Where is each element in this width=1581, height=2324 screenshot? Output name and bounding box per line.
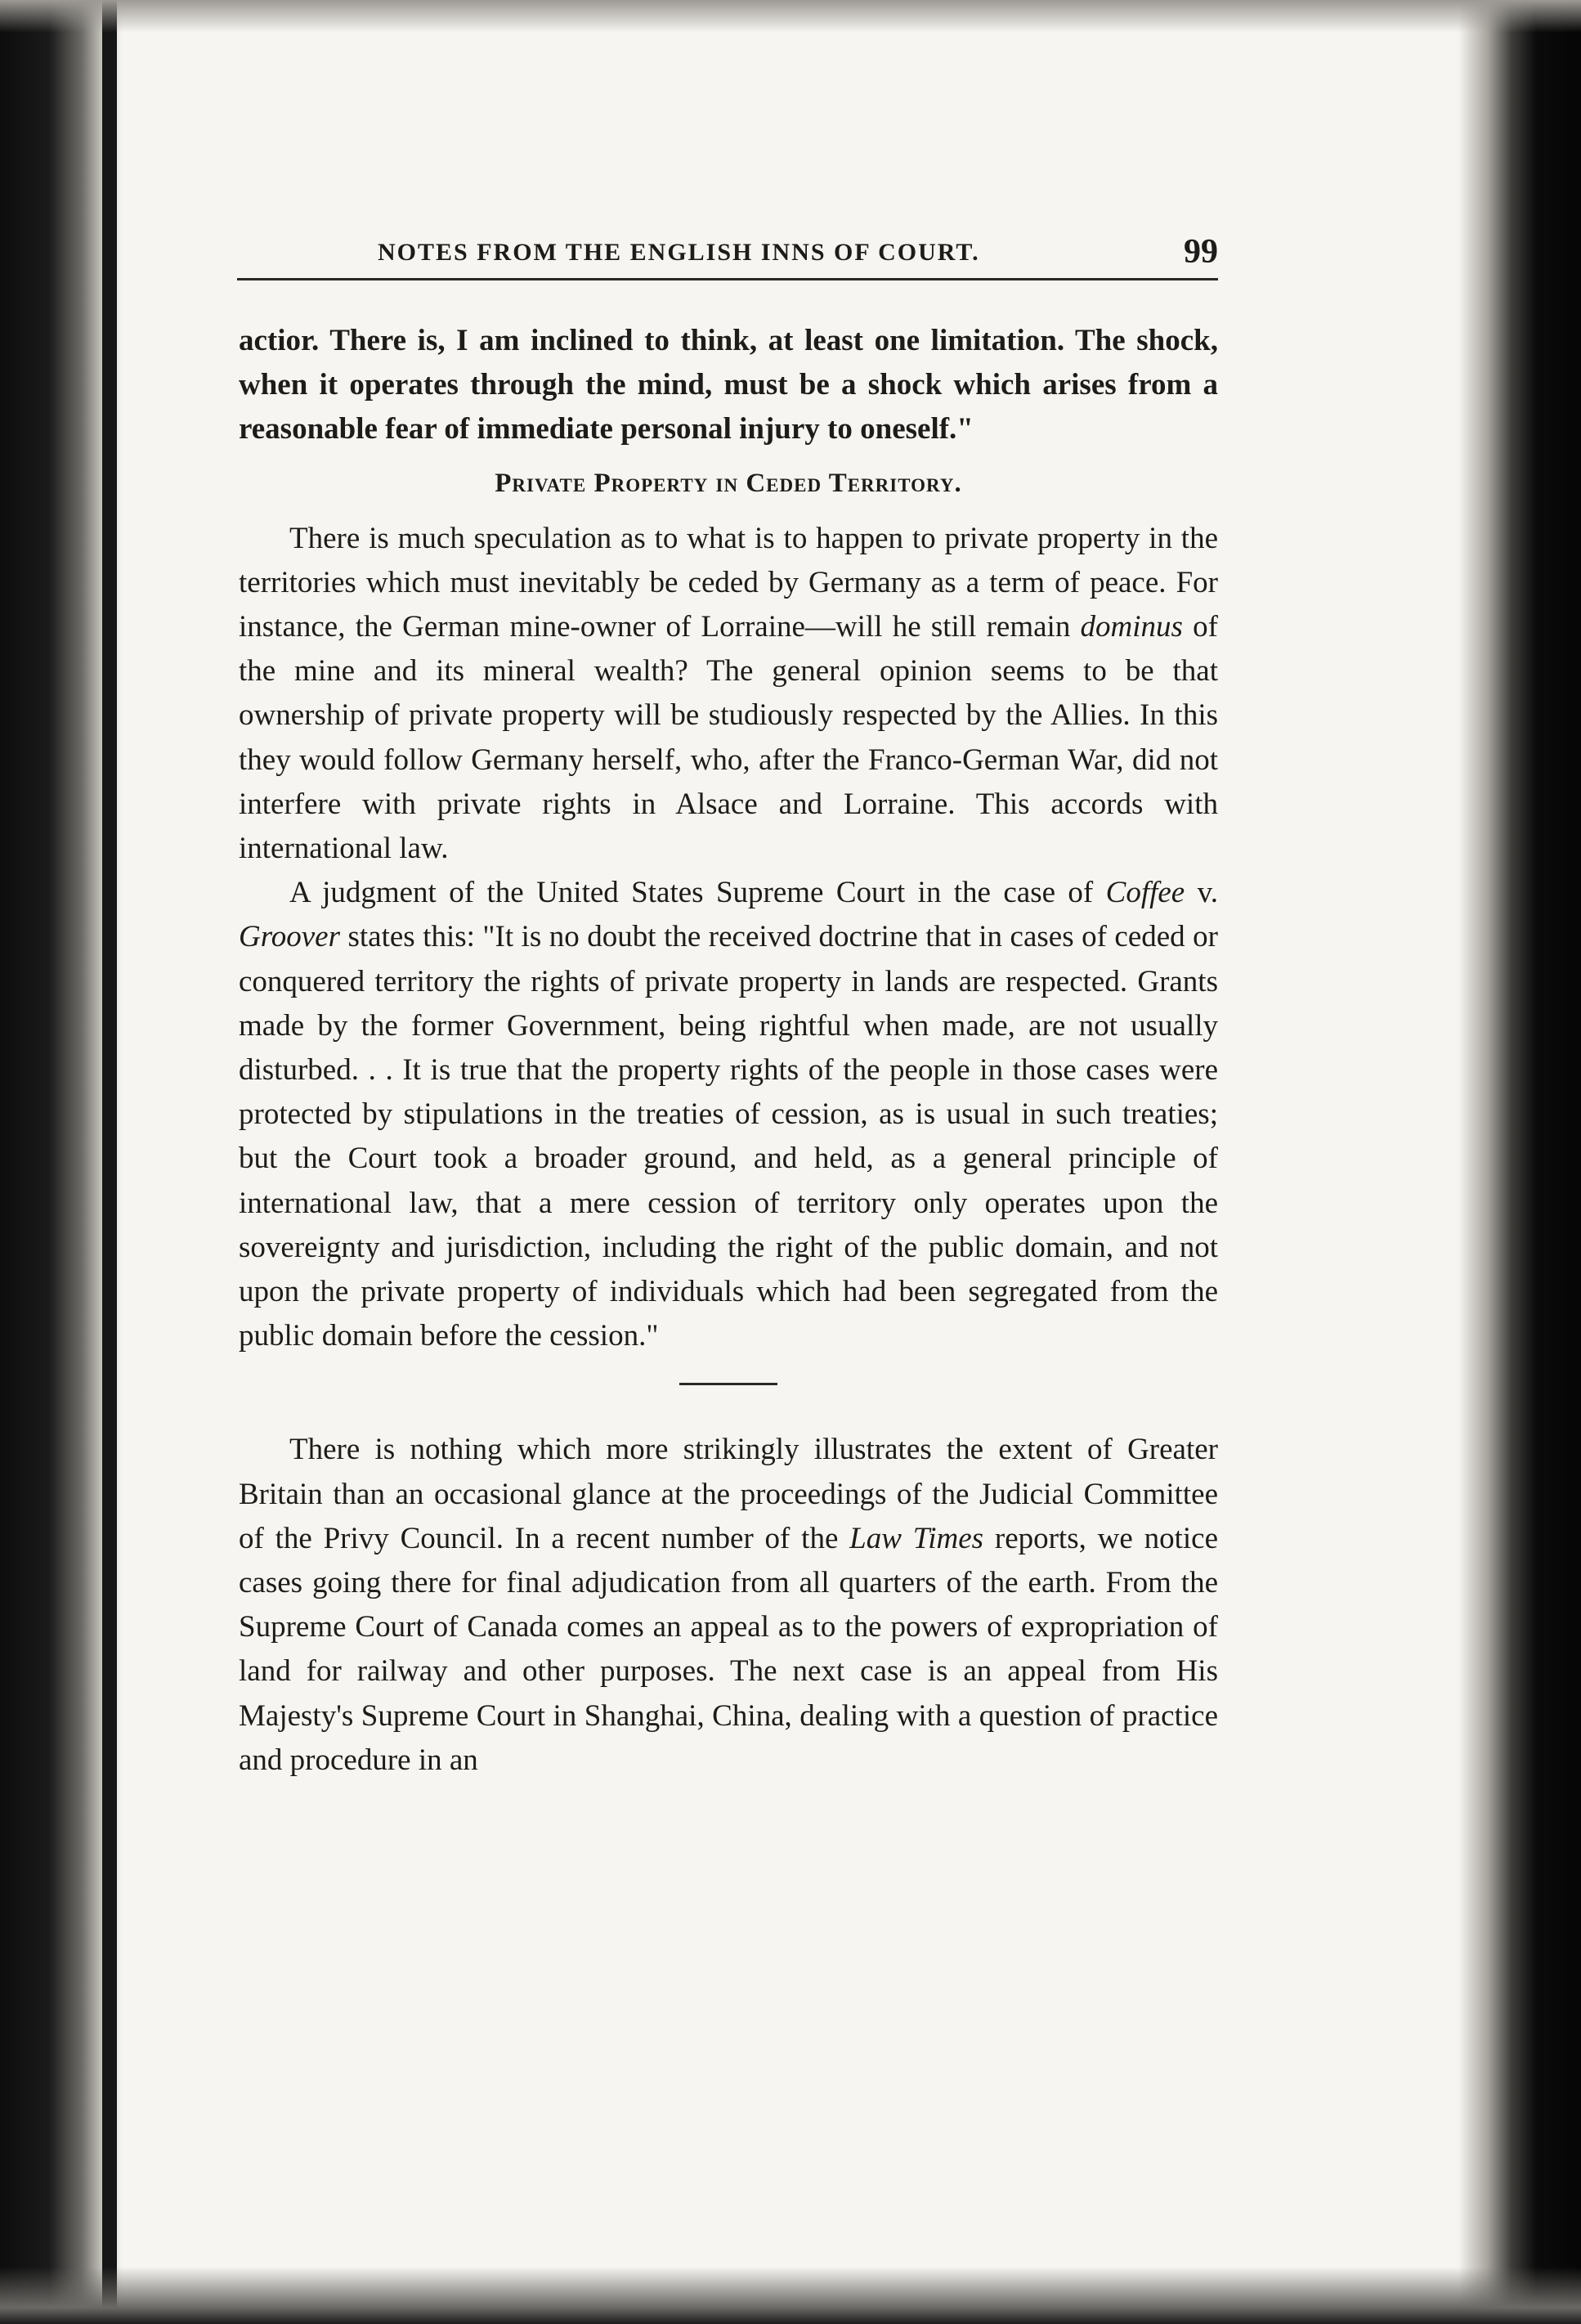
case-party: Groover [239,920,340,954]
right-page-edge [1458,0,1581,2324]
paragraph-text: states this: "It is no doubt the received doctrine that in cases of ceded or conquered territory the rights of private property in lands are respected. Grants made by the former Government, being rightful when made, are not usually disturbed. . . It is true that the property rights of the people in those cases were protected by stipulations in the treaties of cession, as is usual in such treaties; but the Court took a broader ground, and held, as a general principle of international law, that a mere cession of territory only operates upon the sovereignty and jurisdiction, including the right of the public domain, and not upon the private property of individuals which had been segregated from the public domain before the cession." [239,920,1218,1353]
left-binding-edge [102,0,117,2324]
paragraph-privy-council [239,1428,1218,1783]
paragraph-text: There is nothing which more strikingly illustrates the extent of Greater Britain than an occasional glance at the proceedings of the Judicial Committee of the Privy Council. In a recent number of the [239,1433,1218,1555]
paragraph-text: reports, we notice cases going there for final adjudication from all quarters of the earth. From the Supreme Court of Canada comes an appeal as to the powers of expropriation of land for railway and other purposes. The next case is an appeal from His Majesty's Supreme Court in Shanghai, China, dealing with a question of practice and procedure in an [239,1521,1218,1777]
header-rule [237,278,1218,280]
section-divider [679,1383,777,1385]
section-title: Private Property in Ceded Territory. [495,468,962,498]
body-text [239,319,1218,1783]
bottom-scan-edge [0,2267,1581,2324]
case-versus: v. [1185,876,1218,910]
paragraph-supreme-court [239,871,1218,1358]
opening-paragraph: actior. There is, I am inclined to think, at least one limitation. The shock, when it operates through the mind, must be a shock which arises from a reasonable fear of immediate personal injury to oneself." [239,324,1218,446]
page-number: 99 [1184,233,1218,271]
paragraph-private-property [239,517,1218,872]
top-scan-edge [0,0,1581,33]
case-party: Coffee [1105,876,1185,910]
italic-term: dominus [1080,610,1183,644]
paragraph-text: of the mine and its mineral wealth? The general opinion seems to be that ownership of private property will be studiously respected by the Allies. In this they would follow Germany herself, who, after the Franco-German War, did not interfere with private rights in Alsace and Lorraine. This accords with international law. [239,610,1218,866]
running-header [237,233,1218,280]
italic-publication: Law Times [849,1521,984,1555]
paragraph-text: A judgment of the United States Supreme Court in the case of [289,876,1106,910]
paragraph-text: There is much speculation as to what is to happen to private property in the territories which must inevitably be ceded by Germany as a term of peace. For instance, the German mine-owner of Lorraine—will he still remain [239,521,1218,644]
running-title: NOTES FROM THE ENGLISH INNS OF COURT. [378,239,980,266]
